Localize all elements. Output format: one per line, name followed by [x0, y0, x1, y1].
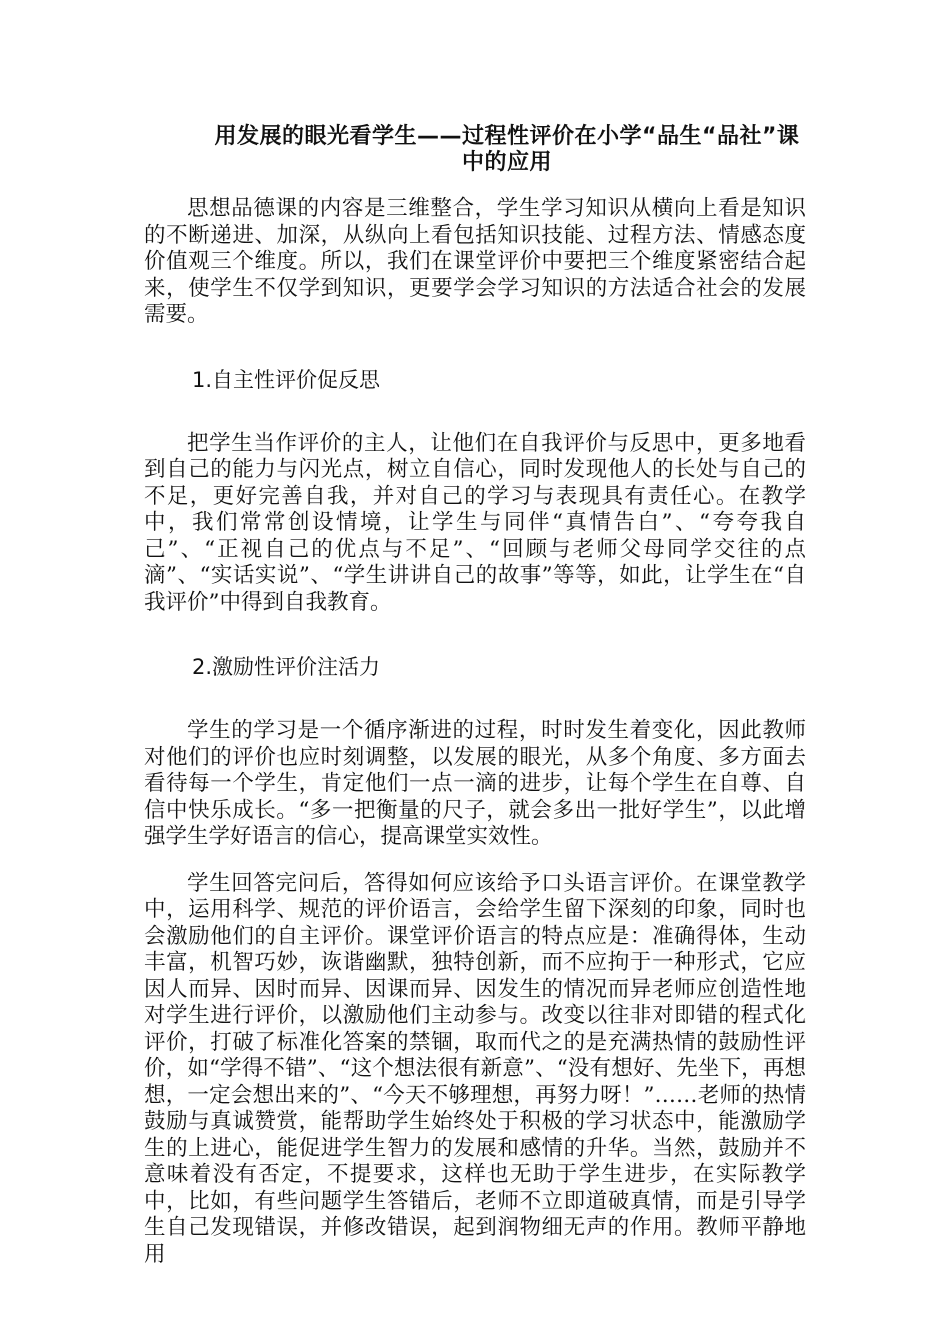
spacer	[144, 329, 806, 367]
document-body	[144, 196, 806, 1268]
spacer	[144, 616, 806, 654]
section-2-paragraph-2: 学生回答完问后，答得如何应该给予口头语言评价。在课堂教学中，运用科学、规范的评价语言，会给学生留下深刻的印象，同时也会激励他们的自主评价。课堂评价语言的特点应是：准确得体，生动丰富，机智巧妙，诙谐幽默，独特创新，而不应拘于一种形式，它应因人而异、因时而异、因课而异、因发生的情况而异老师应创造性地对学生进行评价，以激励他们主动参与。改变以往非对即错的程式化评价，打破了标准化答案的禁锢，取而代之的是充满热情的鼓励性评价，如“学得不错”、“这个想法很有新意”、“没有想好、先坐下，再想想，一定会想出来的”、“今天不够理想，再努力呀！”……老师的热情鼓励与真诚赞赏，能帮助学生始终处于积极的学习状态中，能激励学生的上进心，能促进学生智力的发展和感情的升华。当然，鼓励并不意味着没有否定，不提要求，这样也无助于学生进步，在实际教学中，比如，有些问题学生答错后，老师不立即道破真情，而是引导学生自己发现错误，并修改错误，起到润物细无声的作用。教师平静地用	[144, 870, 806, 1267]
section-1-heading: 1.自主性评价促反思	[192, 367, 381, 392]
intro-paragraph: 思想品德课的内容是三维整合，学生学习知识从横向上看是知识的不断递进、加深，从纵向上看包括知识技能、过程方法、情感态度价值观三个维度。所以，我们在课堂评价中要把三个维度紧密结合起来，使学生不仅学到知识，更要学会学习知识的方法适合社会的发展需要。	[144, 196, 806, 327]
document-title: 用发展的眼光看学生——过程性评价在小学“品生“品社”课中的应用	[214, 124, 800, 175]
section-1-paragraph: 把学生当作评价的主人，让他们在自我评价与反思中，更多地看到自己的能力与闪光点，树立自信心，同时发现他人的长处与自己的不足，更好完善自我，并对自己的学习与表现具有责任心。在教学中，我们常常创设情境，让学生与同伴“真情告白”、“夸夸我自己”、“正视自己的优点与不足”、“回顾与老师父母同学交往的点滴”、“实话实说”、“学生讲讲自己的故事”等等，如此，让学生在“自我评价”中得到自我教育。	[144, 430, 806, 615]
section-2-paragraph-1: 学生的学习是一个循序渐进的过程，时时发生着变化，因此教师对他们的评价也应时刻调整，以发展的眼光，从多个角度、多方面去看待每一个学生，肯定他们一点一滴的进步，让每个学生在自尊、自信中快乐成长。“多一把衡量的尺子，就会多出一批好学生”，以此增强学生学好语言的信心，提高课堂实效性。	[144, 718, 806, 849]
spacer	[144, 680, 806, 718]
spacer	[144, 851, 806, 871]
section-2-heading: 2.激励性评价注活力	[192, 655, 381, 679]
spacer	[144, 393, 806, 431]
